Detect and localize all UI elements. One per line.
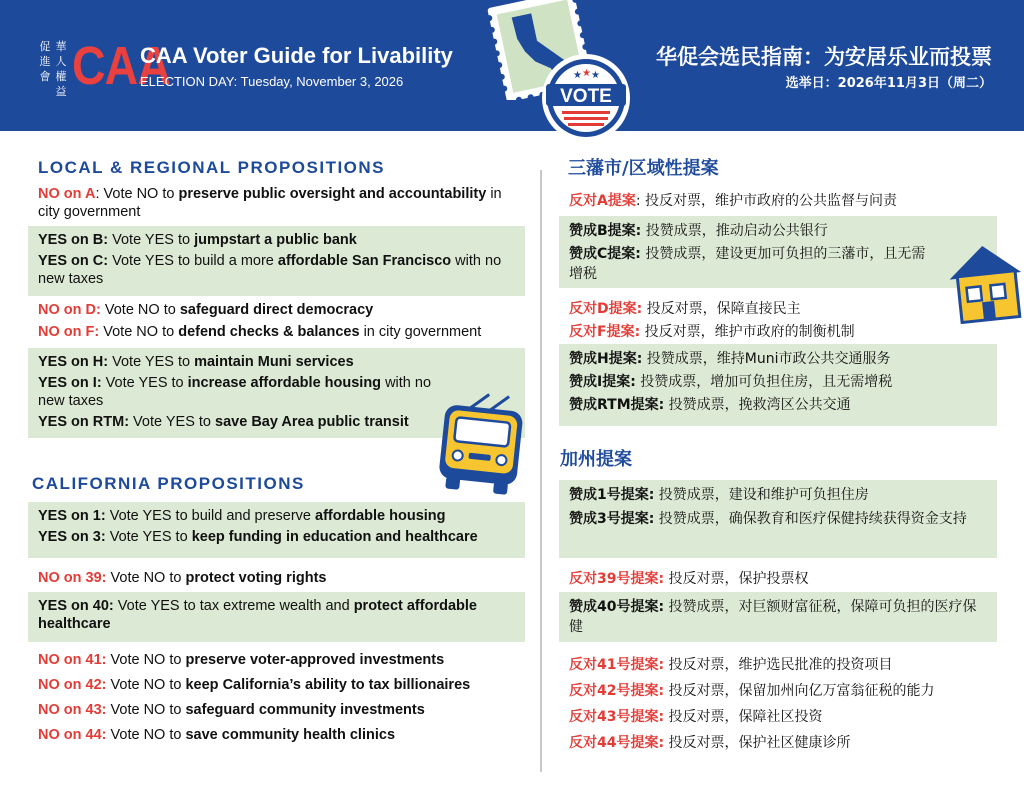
- prop-row: [38, 528, 515, 546]
- logo-char: 益: [55, 85, 67, 98]
- prop-text: : Vote NO to: [95, 186, 179, 202]
- prop-block-39-cn: [559, 564, 997, 595]
- house-icon: [944, 236, 1024, 328]
- prop-text: 投反对票，维护市政府的制衡机制: [640, 324, 855, 340]
- prop-text: 投赞成票，对巨额财富征税，保障可负担的医疗保健: [569, 599, 977, 635]
- prop-text: : 投反对票，维护市政府的公共监督与问责: [635, 193, 898, 209]
- election-day: ELECTION DAY: Tuesday, November 3, 2026: [140, 74, 404, 89]
- logo-char: 促: [39, 40, 51, 53]
- prop-text: 投反对票，保护投票权: [664, 571, 809, 587]
- vote-badge-icon: [540, 52, 632, 144]
- prop-label: YES on H:: [38, 354, 109, 370]
- prop-label: NO on F:: [38, 324, 100, 340]
- prop-label: 赞成B提案:: [569, 223, 642, 239]
- prop-block-1-3: [28, 502, 525, 558]
- prop-label: YES on B:: [38, 232, 109, 248]
- prop-block-1-3-cn: [559, 480, 997, 558]
- prop-label: 赞成I提案:: [569, 374, 636, 390]
- prop-label: NO on 41:: [38, 652, 107, 668]
- prop-row: [569, 485, 987, 505]
- prop-block-39: [28, 564, 525, 593]
- vote-badge-text: VOTE: [560, 86, 612, 107]
- prop-text: Vote NO to: [106, 652, 186, 668]
- prop-emphasis: defend checks & balances: [178, 324, 360, 340]
- prop-label: 反对43号提案:: [569, 709, 665, 725]
- caa-logo-cjk: [38, 40, 68, 99]
- svg-text:★: ★: [591, 70, 600, 81]
- prop-block-41-44-cn: [559, 650, 1014, 759]
- prop-label: 反对44号提案:: [569, 735, 665, 751]
- prop-row: [38, 676, 515, 694]
- local-propositions-title: LOCAL & REGIONAL PROPOSITIONS: [38, 158, 386, 177]
- prop-text: Vote NO to: [106, 727, 186, 743]
- prop-label: 赞成H提案:: [569, 351, 643, 367]
- prop-emphasis: preserve voter-approved investments: [185, 652, 445, 668]
- prop-block-df: [28, 296, 525, 347]
- prop-text: 投反对票，保留加州向亿万富翁征税的能力: [664, 683, 935, 699]
- prop-text: Vote YES to build and preserve: [105, 508, 316, 524]
- prop-text: Vote YES to build a more: [108, 253, 278, 269]
- prop-text: Vote NO to: [100, 302, 180, 318]
- prop-block-df-cn: [559, 294, 997, 348]
- prop-text: with no new taxes: [38, 375, 432, 409]
- prop-label: 赞成1号提案:: [569, 487, 655, 503]
- prop-emphasis: save community health clinics: [185, 727, 396, 743]
- prop-text: 投赞成票，建设和维护可负担住房: [654, 487, 869, 503]
- prop-label: YES on 40:: [38, 598, 114, 614]
- prop-row: [569, 322, 987, 342]
- prop-label: YES on 1:: [38, 508, 106, 524]
- prop-text: 投赞成票，维持Muni市政公共交通服务: [642, 351, 891, 367]
- prop-row: [38, 353, 435, 371]
- logo-char: [38, 85, 52, 99]
- prop-text: in city government: [38, 186, 502, 220]
- prop-block-40-cn: [559, 592, 997, 642]
- prop-text: Vote YES to: [101, 375, 188, 391]
- logo-char: 權: [55, 70, 67, 83]
- prop-text: 投赞成票，建设更加可负担的三藩市，且无需增税: [569, 246, 926, 282]
- prop-label: YES on RTM:: [38, 414, 130, 430]
- prop-row: [38, 323, 515, 341]
- prop-row: [38, 374, 435, 410]
- prop-label: 赞成40号提案:: [569, 599, 665, 615]
- prop-emphasis: jumpstart a public bank: [194, 232, 357, 248]
- prop-row: [569, 733, 1004, 753]
- california-propositions-title-cn: 加州提案: [560, 449, 632, 470]
- prop-emphasis: preserve public oversight and accountability: [178, 186, 487, 202]
- prop-emphasis: affordable San Francisco: [277, 253, 452, 269]
- prop-emphasis: affordable housing: [315, 508, 446, 524]
- prop-text: 投反对票，保障直接民主: [642, 301, 801, 317]
- prop-label: 赞成RTM提案:: [569, 397, 665, 413]
- prop-row: [38, 231, 515, 249]
- prop-label: 反对41号提案:: [569, 657, 665, 673]
- prop-text: 投赞成票，增加可负担住房，且无需增税: [635, 374, 893, 390]
- prop-block-41-44: [28, 646, 525, 750]
- prop-label: 反对A提案: [569, 193, 636, 209]
- cable-car-bus-icon: [432, 392, 532, 496]
- prop-row: [569, 349, 987, 369]
- prop-text: in city government: [359, 324, 482, 340]
- prop-label: YES on C:: [38, 253, 109, 269]
- prop-emphasis: safeguard community investments: [185, 702, 425, 718]
- prop-block-bc-cn: [559, 216, 997, 288]
- prop-text: Vote NO to: [106, 677, 186, 693]
- prop-label: 赞成C提案:: [569, 246, 641, 262]
- prop-label: NO on 39:: [38, 570, 107, 586]
- prop-label: NO on 42:: [38, 677, 107, 693]
- prop-row: [38, 597, 515, 633]
- prop-text: 投反对票，保护社区健康诊所: [664, 735, 851, 751]
- prop-emphasis: keep California’s ability to tax billionaires: [185, 677, 471, 693]
- prop-row: [38, 507, 515, 525]
- prop-row: [38, 569, 515, 587]
- prop-label: 反对F提案:: [569, 324, 641, 340]
- prop-row: [569, 681, 1004, 701]
- prop-block-a: [28, 180, 525, 227]
- logo-char: 華: [55, 40, 67, 53]
- logo-char: 人: [55, 55, 67, 68]
- prop-emphasis: maintain Muni services: [194, 354, 354, 370]
- prop-block-hi-rtm-cn: [559, 344, 997, 426]
- prop-text: Vote YES to: [108, 354, 195, 370]
- prop-label: YES on I:: [38, 375, 102, 391]
- svg-text:★: ★: [582, 68, 591, 79]
- logo-char: 進: [39, 55, 51, 68]
- prop-row: [569, 509, 987, 529]
- prop-block-bc: [28, 226, 525, 296]
- prop-row: [569, 299, 987, 319]
- prop-text: 投反对票，维护选民批准的投资项目: [664, 657, 893, 673]
- prop-text: 投赞成票，挽救湾区公共交通: [664, 397, 851, 413]
- prop-text: Vote YES to: [129, 414, 216, 430]
- prop-text: Vote YES to: [105, 529, 192, 545]
- prop-label: 赞成3号提案:: [569, 511, 655, 527]
- prop-label: NO on 43:: [38, 702, 107, 718]
- california-propositions-title: CALIFORNIA PROPOSITIONS: [32, 474, 305, 493]
- prop-label: 反对D提案:: [569, 301, 643, 317]
- prop-row: [569, 191, 987, 211]
- prop-row: [38, 301, 515, 319]
- prop-row: [38, 651, 515, 669]
- prop-text: 投赞成票，确保教育和医疗保健持续获得资金支持: [654, 511, 967, 527]
- prop-row: [569, 707, 1004, 727]
- prop-emphasis: safeguard direct democracy: [179, 302, 374, 318]
- prop-row: [38, 413, 435, 431]
- prop-emphasis: protect voting rights: [185, 570, 327, 586]
- prop-block-a-cn: [559, 186, 997, 217]
- prop-row: [569, 244, 987, 284]
- prop-label: NO on 44:: [38, 727, 107, 743]
- prop-row: [38, 185, 515, 221]
- prop-row: [569, 372, 987, 392]
- prop-emphasis: save Bay Area public transit: [215, 414, 409, 430]
- prop-text: with no new taxes: [38, 253, 502, 287]
- prop-text: Vote NO to: [106, 570, 186, 586]
- prop-text: 投赞成票，推动启动公共银行: [641, 223, 828, 239]
- local-propositions-title-cn: 三藩市/区域性提案: [568, 158, 719, 179]
- prop-text: 投反对票，保障社区投资: [664, 709, 823, 725]
- prop-emphasis: protect affordable healthcare: [38, 598, 477, 632]
- prop-text: Vote NO to: [106, 702, 186, 718]
- prop-emphasis: increase affordable housing: [187, 375, 382, 391]
- prop-row: [38, 726, 515, 744]
- svg-text:★: ★: [573, 70, 582, 81]
- page-title: CAA Voter Guide for Livability: [140, 43, 453, 68]
- prop-label: NO on A: [38, 186, 96, 202]
- prop-text: Vote NO to: [99, 324, 179, 340]
- prop-label: NO on D:: [38, 302, 101, 318]
- prop-block-40: [28, 592, 525, 642]
- page-title-cn: 华促会选民指南：为安居乐业而投票: [656, 45, 992, 69]
- prop-text: Vote YES to tax extreme wealth and: [113, 598, 354, 614]
- header-banner: [0, 0, 1024, 131]
- prop-row: [38, 252, 515, 288]
- prop-row: [569, 655, 1004, 675]
- prop-text: Vote YES to: [108, 232, 195, 248]
- prop-row: [38, 701, 515, 719]
- prop-label: YES on 3:: [38, 529, 106, 545]
- caa-logo: CAA: [72, 36, 171, 96]
- prop-label: 反对39号提案:: [569, 571, 665, 587]
- prop-row: [569, 569, 987, 589]
- column-divider: [540, 170, 542, 772]
- prop-row: [569, 597, 987, 637]
- prop-row: [569, 221, 987, 241]
- logo-char: 會: [39, 70, 51, 83]
- election-day-cn: 选举日：2026年11月3日（周二）: [785, 76, 992, 91]
- prop-row: [569, 395, 987, 415]
- prop-label: 反对42号提案:: [569, 683, 665, 699]
- prop-emphasis: keep funding in education and healthcare: [191, 529, 478, 545]
